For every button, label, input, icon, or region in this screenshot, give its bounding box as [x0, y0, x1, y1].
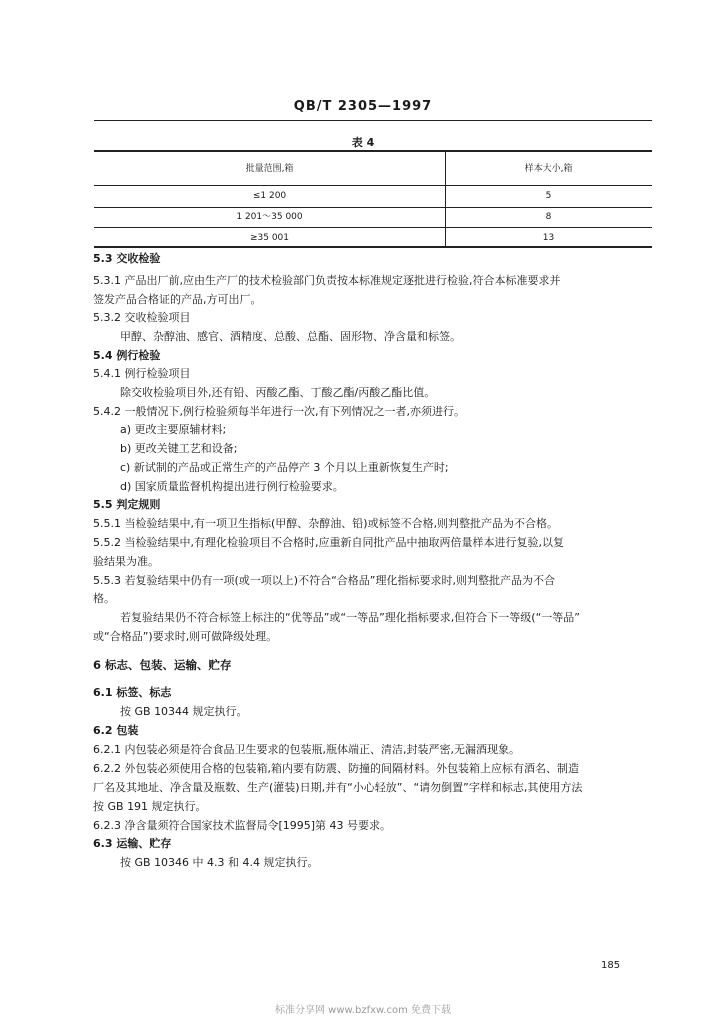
sampling-table	[94, 150, 652, 248]
list-item-a: a) 更改主要原辅材料;	[120, 423, 227, 436]
page-number: 185	[601, 960, 621, 971]
clause-6-2-2-cont2: 按 GB 191 规定执行。	[93, 800, 207, 813]
watermark-text: 标准分享网 www.bzfxw.com 免费下载	[275, 1005, 451, 1016]
clause-5-4-2: 5.4.2 一般情况下,例行检验须每半年进行一次,有下列情况之一者,亦须进行。	[93, 405, 465, 418]
clause-5-5-3: 5.5.3 若复验结果中仍有一项(或一项以上)不符合“合格品”理化指标要求时,则判整批产品为不合	[93, 574, 555, 587]
paragraph-downgrade: 若复验结果仍不符合标签上标注的“优等品”或“一等品”理化指标要求,但符合下一等级(“一等品”	[120, 611, 580, 624]
table-cell-sample-size: 5	[545, 191, 552, 201]
header-rule	[94, 120, 652, 121]
clause-5-5-1: 5.5.1 当检验结果中,有一项卫生指标(甲醇、杂醇油、铅)或标签不合格,则判整批产品为不合格。	[93, 517, 559, 530]
clause-5-3-2: 5.3.2 交收检验项目	[93, 311, 191, 324]
table-cell-batch-range: ≤1 200	[252, 191, 287, 201]
table-row-rule	[94, 227, 652, 228]
table-header-batch-range: 批量范围,箱	[245, 164, 294, 174]
clause-6-2-3: 6.2.3 净含量须符合国家技术监督局令[1995]第 43 号要求。	[93, 819, 392, 832]
table-cell-sample-size: 8	[545, 212, 552, 222]
table-caption: 表 4	[351, 136, 375, 149]
section-heading-6-2: 6.2 包装	[93, 724, 139, 737]
clause-6-2-2: 6.2.2 外包装必须使用合格的包装箱,箱内要有防震、防撞的间隔材料。外包装箱上应标有酒名、制造	[93, 762, 579, 775]
standard-code-header: QB/T 2305—1997	[293, 99, 433, 114]
clause-5-3-2-items: 甲醇、杂醇油、感官、酒精度、总酸、总酯、固形物、净含量和标签。	[120, 330, 461, 343]
section-heading-6: 6 标志、包装、运输、贮存	[93, 658, 232, 672]
clause-5-3-1-cont: 签发产品合格证的产品,方可出厂。	[93, 293, 262, 306]
clause-6-2-2-cont: 厂名及其地址、净含量及瓶数、生产(灌装)日期,并有“小心轻放”、“请勿倒置”字样和标志,其使用方法	[93, 781, 583, 794]
table-header-rule	[94, 185, 652, 186]
clause-5-5-3-cont: 格。	[93, 592, 115, 605]
table-cell-sample-size: 13	[542, 233, 555, 243]
table-cell-batch-range: 1 201～35 000	[236, 212, 303, 222]
list-item-c: c) 新试制的产品或正常生产的产品停产 3 个月以上重新恢复生产时;	[120, 461, 449, 474]
section-heading-5-4: 5.4 例行检验	[93, 349, 161, 362]
table-row-rule	[94, 207, 652, 208]
clause-6-1-text: 按 GB 10344 规定执行。	[120, 705, 248, 718]
table-cell-batch-range: ≥35 001	[249, 233, 290, 243]
clause-5-4-1-items: 除交收检验项目外,还有铅、丙酸乙酯、丁酸乙酯/丙酸乙酯比值。	[120, 386, 436, 399]
clause-5-5-2: 5.5.2 当检验结果中,有理化检验项目不合格时,应重新自同批产品中抽取两倍量样本进行复验,以复	[93, 536, 564, 549]
section-heading-6-3: 6.3 运输、贮存	[93, 837, 172, 850]
section-heading-5-3: 5.3 交收检验	[93, 252, 161, 265]
table-header-sample-size: 样本大小,箱	[524, 164, 573, 174]
clause-5-5-2-cont: 验结果为准。	[93, 555, 159, 568]
section-heading-6-1: 6.1 标签、标志	[93, 686, 172, 699]
clause-6-2-1: 6.2.1 内包装必须是符合食品卫生要求的包装瓶,瓶体端正、清洁,封装严密,无漏酒现象。	[93, 743, 520, 756]
clause-5-4-1: 5.4.1 例行检验项目	[93, 367, 191, 380]
clause-6-3-text: 按 GB 10346 中 4.3 和 4.4 规定执行。	[120, 856, 319, 869]
list-item-b: b) 更改关键工艺和设备;	[120, 442, 238, 455]
section-heading-5-5: 5.5 判定规则	[93, 498, 161, 511]
clause-5-3-1: 5.3.1 产品出厂前,应由生产厂的技术检验部门负责按本标准规定逐批进行检验,符合本标准要求并	[93, 274, 561, 287]
paragraph-downgrade-cont: 或“合格品”)要求时,则可做降级处理。	[93, 630, 278, 643]
list-item-d: d) 国家质量监督机构提出进行例行检验要求。	[120, 480, 344, 493]
